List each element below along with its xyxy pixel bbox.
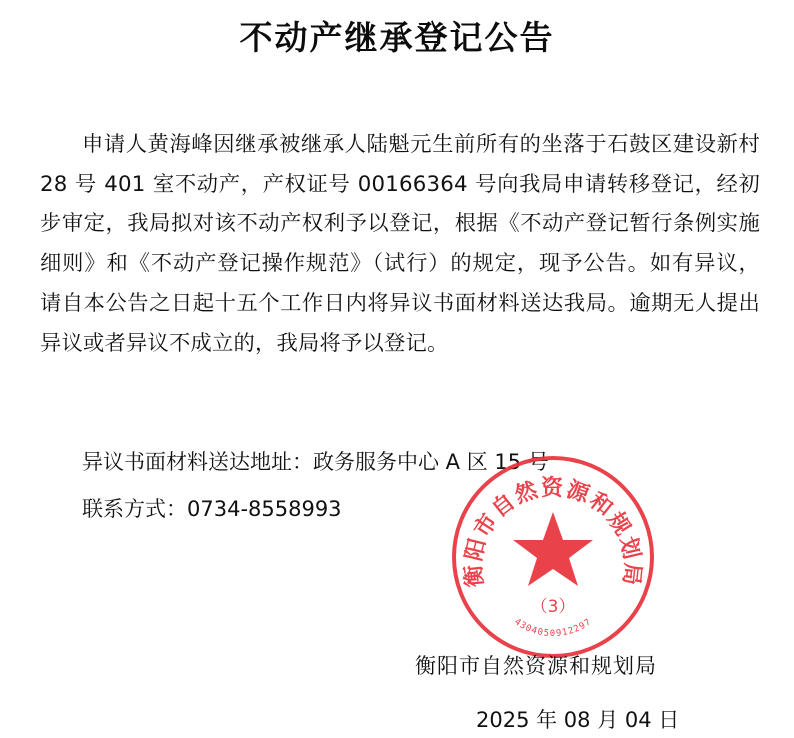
issuer-signature: 衡阳市自然资源和规划局 bbox=[415, 654, 657, 678]
official-seal bbox=[448, 452, 658, 662]
contact-info: 联系方式：0734-8558993 bbox=[82, 497, 342, 521]
seal-code: 4304050912297 bbox=[512, 617, 594, 640]
notice-title: 不动产继承登记公告 bbox=[239, 18, 555, 57]
seal-number: （3） bbox=[530, 597, 576, 617]
seal-name-text: 衡阳市自然资源和规划局 bbox=[461, 476, 645, 589]
seal-star-icon bbox=[513, 512, 593, 586]
objection-address: 异议书面材料送达地址：政务服务中心 A 区 15 号 bbox=[82, 450, 549, 474]
notice-date: 2025 年 08 月 04 日 bbox=[476, 708, 680, 732]
notice-body: 申请人黄海峰因继承被继承人陆魁元生前所有的坐落于石鼓区建设新村 28 号 401 室不动产，产权证号 00166364 号向我局申请转移登记，经初步审定，我局拟对该不动产权利予以登记，根据《不动产登记暂行条例实施细则》和《不动产登记操作规范》（试行）的规定，现予公告。如有异议，请自本公告之日起十五个工作日内将异议书面材料送达我局。逾期无人提出异议或者异议不成立的，我局将予以登记。 bbox=[40, 132, 760, 356]
